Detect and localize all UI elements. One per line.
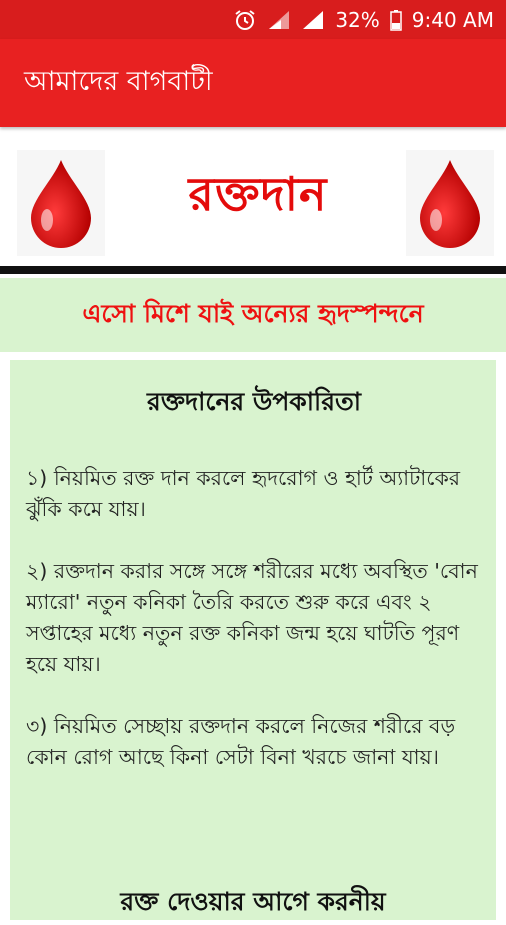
- benefit-paragraph: ২) রক্তদান করার সঙ্গে সঙ্গে শরীরের মধ্যে অবস্থিত 'বোন ম্যারো' নতুন কনিকা তৈরি করতে শুরু করে এবং ২ সপ্তাহের মধ্যে নতুন রক্ত কনিকা জন্ম হয়ে ঘাটতি পূরণ হয়ে যায়।: [26, 559, 478, 676]
- wifi-icon: [301, 9, 325, 31]
- banner-title: রক্তদান: [188, 167, 328, 221]
- clock: 9:40 AM: [411, 7, 494, 32]
- benefit-paragraph: ৩) নিয়মিত সেচ্ছায় রক্তদান করলে নিজের শরীরে বড় কোন রোগ আছে কিনা সেটা বিনা খরচে জানা যায়।: [26, 714, 456, 769]
- slogan-bar: [0, 278, 506, 354]
- divider: [0, 266, 506, 274]
- battery-icon: [390, 9, 402, 31]
- battery-percent: 32%: [335, 7, 380, 32]
- blood-drop-icon: [17, 150, 105, 256]
- alarm-icon: [233, 8, 257, 32]
- section-heading: রক্তদানের উপকারিতা: [147, 387, 361, 416]
- status-bar: [0, 0, 506, 39]
- signal-icon: [267, 9, 291, 31]
- slogan-text: এসো মিশে যাই অন্যের হৃদস্পন্দনে: [82, 298, 424, 328]
- app-bar: [0, 39, 506, 127]
- content-scroll-area[interactable]: [0, 352, 506, 916]
- info-card: [10, 360, 496, 920]
- benefit-paragraph: ১) নিয়মিত রক্ত দান করলে হৃদরোগ ও হার্ট অ্যাটাকের ঝুঁকি কমে যায়।: [26, 466, 461, 521]
- blood-drop-icon: [406, 150, 494, 256]
- banner: [0, 138, 506, 264]
- next-section-heading: রক্ত দেওয়ার আগে করনীয়: [120, 887, 386, 916]
- app-title: আমাদের বাগবাটী: [24, 65, 213, 97]
